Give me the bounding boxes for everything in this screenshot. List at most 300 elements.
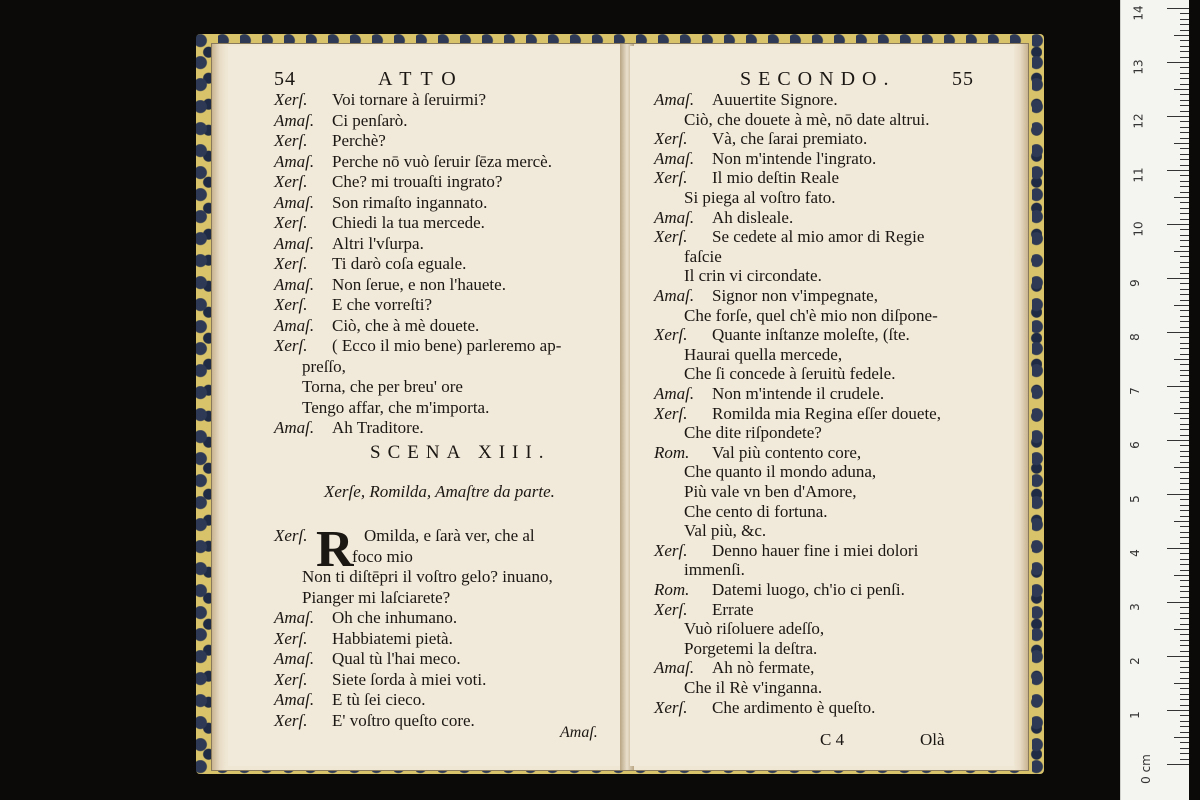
text-line [274,90,486,110]
ruler-tick [1180,418,1189,419]
line-text: Signor non v'impegnate, [712,286,878,305]
text-line [302,357,346,377]
ruler-tick [1180,580,1189,581]
ruler-tick [1174,683,1189,684]
ruler-tick [1167,278,1189,279]
ruler-tick [1180,46,1189,47]
ruler-tick [1180,645,1189,646]
ruler-tick [1180,537,1189,538]
speaker-label: Rom. [654,442,690,462]
text-line [274,336,561,356]
ruler-tick [1180,726,1189,727]
text-line [654,208,793,228]
text-line [684,678,822,698]
speaker-label: Xerſ. [274,131,308,150]
ruler-tick [1180,105,1189,106]
ruler-tick [1180,391,1189,392]
line-text: Datemi luogo, ch'io ci penſi. [712,580,905,599]
text-line [654,129,867,149]
ruler-tick [1180,489,1189,490]
ruler-tick [1180,294,1189,295]
ruler-tick [1167,224,1189,225]
ruler-tick [1180,721,1189,722]
ruler-tick [1180,213,1189,214]
ruler-tick [1180,67,1189,68]
left-page [228,46,624,766]
text-line [684,345,842,365]
text-line [274,254,466,274]
speaker-label: Xerſ. [654,540,688,560]
speaker-label: Xerſ. [274,669,308,689]
text-line [274,690,425,710]
speaker-label: Xerſ. [654,599,688,619]
line-text: Denno hauer fine i miei dolori [712,540,919,560]
text-line [684,619,824,639]
ruler-tick [1180,159,1189,160]
line-text: E tù ſei cieco. [332,690,426,709]
line-text: Torna, che per breu' ore [302,377,463,396]
ruler-tick [1180,235,1189,236]
text-line [274,193,487,213]
line-text: Che ardimento è queſto. [712,697,876,717]
line-text: Il crin vi circondate. [684,266,822,286]
ruler-tick [1180,348,1189,349]
ruler-tick [1167,170,1189,171]
ruler-tick [1167,440,1189,441]
ruler-tick [1174,305,1189,306]
ruler-tick [1180,192,1189,193]
line-text: foco mio [352,546,413,566]
speaker-label: Rom. [654,580,690,599]
text-line [274,131,386,151]
ruler-tick [1180,607,1189,608]
speaker-label: Xerſ. [654,697,688,717]
text-line [684,247,722,267]
speaker-label: Amaſ. [654,286,695,305]
ruler-tick [1180,202,1189,203]
ruler-tick [1180,343,1189,344]
ruler-tick [1180,694,1189,695]
speaker-label: Xerſ. [274,172,308,191]
speaker-label: Amaſ. [654,207,695,227]
ruler-tick [1180,499,1189,500]
ruler-label: 6 [1127,441,1142,449]
ruler-tick [1180,402,1189,403]
ruler-tick [1180,19,1189,20]
ruler-tick [1180,219,1189,220]
speaker-label: Amaſ. [654,90,695,109]
ruler-label: 11 [1131,167,1146,183]
ruler-tick [1180,586,1189,587]
text-line [274,152,552,172]
drop-cap: R [316,521,354,578]
line-text: Errate [712,599,754,619]
text-line [654,698,875,718]
ruler-tick [1167,8,1189,9]
ruler-tick [1180,435,1189,436]
text-line [274,629,453,649]
ruler-tick [1167,386,1189,387]
ruler-tick [1180,564,1189,565]
ruler-tick [1180,24,1189,25]
text-line [302,377,463,397]
line-text: Ah disleale. [712,207,794,227]
text-line [654,384,884,404]
line-text: Che ſi concede à ſeruitù fedele. [684,364,896,384]
text-line [684,639,817,659]
line-text: Auuertite Signore. [712,90,838,109]
ruler-tick [1180,397,1189,398]
ruler-tick [1174,467,1189,468]
ruler-tick [1180,553,1189,554]
line-text: Che quanto il mondo aduna, [684,462,877,482]
ruler-tick [1180,40,1189,41]
ruler-tick [1180,424,1189,425]
ruler-tick [1180,175,1189,176]
text-line [274,711,475,731]
ruler-label: 7 [1127,387,1142,395]
speaker-label: Amaſ. [274,315,315,335]
ruler-label: 4 [1127,549,1142,557]
ruler-tick [1174,89,1189,90]
ruler-label: 9 [1127,279,1142,287]
text-line [274,295,432,315]
ruler-tick [1180,715,1189,716]
speaker-label: Xerſ. [274,90,308,109]
ruler-tick [1167,710,1189,711]
text-line [274,316,479,336]
right-page-number: 55 [952,68,974,90]
text-line [654,90,838,110]
speaker-label: Xerſ. [654,325,688,345]
text-line [684,306,938,326]
text-line [654,658,814,678]
speaker-label: Xerſ. [274,526,308,545]
ruler-tick [1180,732,1189,733]
speaker-label: Amaſ. [654,658,695,678]
text-line [302,567,553,587]
text-line [654,600,754,620]
text-line [684,502,828,522]
ruler-tick [1174,143,1189,144]
speaker-label: Xerſ. [274,254,308,273]
ruler-tick [1174,359,1189,360]
line-text: Vuò riſoluere adeſſo, [684,619,825,639]
ruler-tick [1180,165,1189,166]
right-page [630,46,1014,766]
ruler-tick [1180,543,1189,544]
text-line [684,482,857,502]
line-text: Che cento di fortuna. [684,501,828,521]
ruler-tick [1180,127,1189,128]
ruler-tick [1180,208,1189,209]
line-text: Più vale vn ben d'Amore, [684,482,857,501]
text-line [274,649,461,669]
ruler-tick [1180,634,1189,635]
ruler-tick [1180,532,1189,533]
text-line [654,227,924,247]
line-text: Che forſe, quel ch'è mio non diſpone- [684,305,938,325]
text-line [302,588,450,608]
ruler-tick [1180,597,1189,598]
line-text: Son rimaſto ingannato. [332,192,488,212]
line-text: Tengo affar, che m'importa. [302,397,490,417]
speaker-label: Amaſ. [654,384,695,403]
line-text: Siete ſorda à miei voti. [332,669,487,689]
line-text: Ti darò coſa eguale. [332,254,467,273]
ruler-tick [1180,753,1189,754]
ruler-tick [1167,548,1189,549]
speaker-label: Xerſ. [654,227,688,247]
line-text: Si piega al voſtro fato. [684,188,836,207]
line-text: Val più, &c. [684,521,767,541]
ruler-tick [1180,375,1189,376]
line-text: preſſo, [302,356,346,376]
ruler-tick [1180,267,1189,268]
ruler-tick [1180,510,1189,511]
line-text: Val più contento core, [712,442,862,462]
line-text: Che dite riſpondete? [684,423,822,443]
text-line [684,560,745,580]
ruler-tick [1180,283,1189,284]
speaker-label: Xerſ. [654,403,688,423]
ruler-label: 1 [1127,711,1142,719]
text-line [352,547,413,567]
text-line [274,526,535,546]
ruler-tick [1180,327,1189,328]
speaker-label: Amaſ. [274,690,315,709]
line-text: immenſi. [684,560,745,580]
text-line [684,110,929,130]
ruler-label: 8 [1127,333,1142,341]
ruler-tick [1180,262,1189,263]
ruler-tick [1180,316,1189,317]
ruler-tick [1174,737,1189,738]
ruler-tick [1180,186,1189,187]
ruler-tick [1180,516,1189,517]
right-catchword: Olà [920,730,945,749]
ruler-tick [1180,570,1189,571]
line-text: Altri l'vſurpa. [332,233,424,253]
line-text: Pianger mi laſciarete? [302,587,451,607]
speaker-label: Amaſ. [274,233,315,253]
ruler-tick [1180,526,1189,527]
ruler-tick [1180,478,1189,479]
ruler-tick [1180,337,1189,338]
line-text: Voi tornare à ſeruirmi? [332,90,487,109]
ruler-tick [1180,748,1189,749]
line-text: Ciò, che douete à mè, nō date altrui. [684,109,930,129]
ruler-tick [1174,251,1189,252]
ruler-tick [1180,289,1189,290]
ruler-tick [1174,575,1189,576]
line-text: Non ti diſtēpri il voſtro gelo? inuano, [302,567,553,586]
ruler-tick [1180,154,1189,155]
speaker-label: Xerſ. [274,710,308,730]
text-line [274,213,485,233]
scene-title: SCENA XIII. [370,442,551,463]
speaker-label: Amaſ. [654,148,695,168]
ruler-tick [1180,181,1189,182]
ruler-tick [1180,483,1189,484]
text-line [654,325,910,345]
text-line [684,188,836,208]
line-text: E' voſtro queſto core. [332,710,475,730]
signature-mark: C 4 [820,730,845,749]
speaker-label: Xerſ. [274,336,308,355]
ruler-tick [1180,111,1189,112]
ruler-tick [1180,742,1189,743]
text-line [654,168,839,188]
ruler-tick [1180,138,1189,139]
ruler-tick [1180,559,1189,560]
line-text: Romilda mia Regina eſſer douete, [712,403,941,423]
ruler-label: 10 [1131,221,1146,237]
ruler-tick [1180,240,1189,241]
ruler-tick [1180,94,1189,95]
text-line [684,423,822,443]
text-line [274,275,506,295]
ruler-tick [1180,381,1189,382]
ruler-tick [1167,494,1189,495]
ruler-tick [1180,640,1189,641]
line-text: Ci penſarò. [332,110,408,130]
speaker-label: Amaſ. [274,649,315,668]
ruler-label: 2 [1127,657,1142,665]
text-line [274,111,408,131]
ruler-tick [1180,78,1189,79]
ruler-tick [1180,354,1189,355]
text-line [654,286,878,306]
line-text: Chiedi la tua mercede. [332,213,485,232]
ruler-tick [1180,759,1189,760]
ruler-tick [1180,472,1189,473]
speaker-label: Xerſ. [274,213,308,232]
ruler-tick [1180,699,1189,700]
line-text: Ah Traditore. [332,418,424,437]
ruler-tick [1180,273,1189,274]
text-line [654,404,941,424]
text-line [654,443,861,463]
ruler-tick [1180,100,1189,101]
line-text: Porgetemi la deſtra. [684,638,818,658]
ruler-tick [1180,364,1189,365]
text-line [302,398,489,418]
ruler-tick [1180,456,1189,457]
ruler-tick [1180,451,1189,452]
ruler-tick [1180,408,1189,409]
line-text: faſcie [684,246,722,266]
speaker-label: Amaſ. [274,274,315,294]
ruler-label: 0 cm [1138,754,1153,784]
text-line [684,521,766,541]
text-line [654,580,905,600]
ruler-label: 3 [1127,603,1142,611]
ruler-tick [1180,300,1189,301]
line-text: Che il Rè v'inganna. [684,678,823,697]
ruler-label: 12 [1131,113,1146,129]
measuring-ruler [1120,0,1189,800]
ruler-tick [1167,656,1189,657]
ruler-tick [1180,661,1189,662]
text-line [684,462,876,482]
line-text: Ciò, che à mè douete. [332,315,480,335]
ruler-tick [1174,35,1189,36]
line-text: Omilda, e ſarà ver, che al [364,526,535,545]
ruler-tick [1180,321,1189,322]
ruler-tick [1167,332,1189,333]
ruler-tick [1167,764,1189,765]
line-text: Non m'intende il crudele. [712,384,885,403]
speaker-label: Xerſ. [274,295,308,314]
line-text: Ah nò fermate, [712,658,815,678]
ruler-tick [1174,197,1189,198]
line-text: Perchè? [332,131,386,150]
ruler-tick [1180,613,1189,614]
line-text: Và, che ſarai premiato. [712,129,868,149]
line-text: Non m'intende l'ingrato. [712,148,877,168]
line-text: Qual tù l'hai meco. [332,649,461,668]
line-text: Se cedete al mio amor di Regie [712,227,925,247]
ruler-tick [1180,688,1189,689]
line-text: Oh che inhumano. [332,608,458,627]
ruler-tick [1180,229,1189,230]
text-line [274,670,486,690]
ruler-tick [1167,116,1189,117]
ruler-tick [1180,678,1189,679]
speaker-label: Amaſ. [274,608,315,627]
ruler-tick [1167,602,1189,603]
left-catchword: Amaſ. [560,724,598,741]
speaker-label: Amaſ. [274,151,315,171]
ruler-label: 14 [1131,5,1146,21]
text-line [684,364,895,384]
scene-characters: Xerſe, Romilda, Amaſtre da parte. [324,482,555,501]
ruler-tick [1180,13,1189,14]
text-line [654,149,876,169]
ruler-label: 5 [1127,495,1142,503]
ruler-tick [1180,618,1189,619]
ruler-tick [1180,51,1189,52]
line-text: Quante inſtanze moleſte, (ſte. [712,325,910,345]
speaker-label: Amaſ. [274,418,315,437]
line-text: Haurai quella mercede, [684,344,843,364]
text-line [684,266,822,286]
ruler-tick [1180,505,1189,506]
speaker-label: Amaſ. [274,110,315,130]
text-line [274,418,424,438]
ruler-tick [1180,651,1189,652]
speaker-label: Amaſ. [274,192,315,212]
line-text: Non ſerue, e non l'hauete. [332,274,506,294]
line-text: Perche nō vuò ſeruir ſēza mercè. [332,151,552,171]
ruler-tick [1180,429,1189,430]
ruler-tick [1180,132,1189,133]
line-text: ( Ecco il mio bene) parleremo ap- [332,336,562,355]
ruler-tick [1180,30,1189,31]
ruler-tick [1174,521,1189,522]
line-text: E che vorreſti? [332,295,433,314]
ruler-tick [1180,246,1189,247]
ruler-tick [1180,57,1189,58]
ruler-tick [1180,256,1189,257]
ruler-tick [1180,705,1189,706]
ruler-label: 13 [1131,59,1146,75]
ruler-tick [1174,629,1189,630]
ruler-tick [1180,591,1189,592]
speaker-label: Xerſ. [654,168,688,188]
ruler-tick [1180,667,1189,668]
